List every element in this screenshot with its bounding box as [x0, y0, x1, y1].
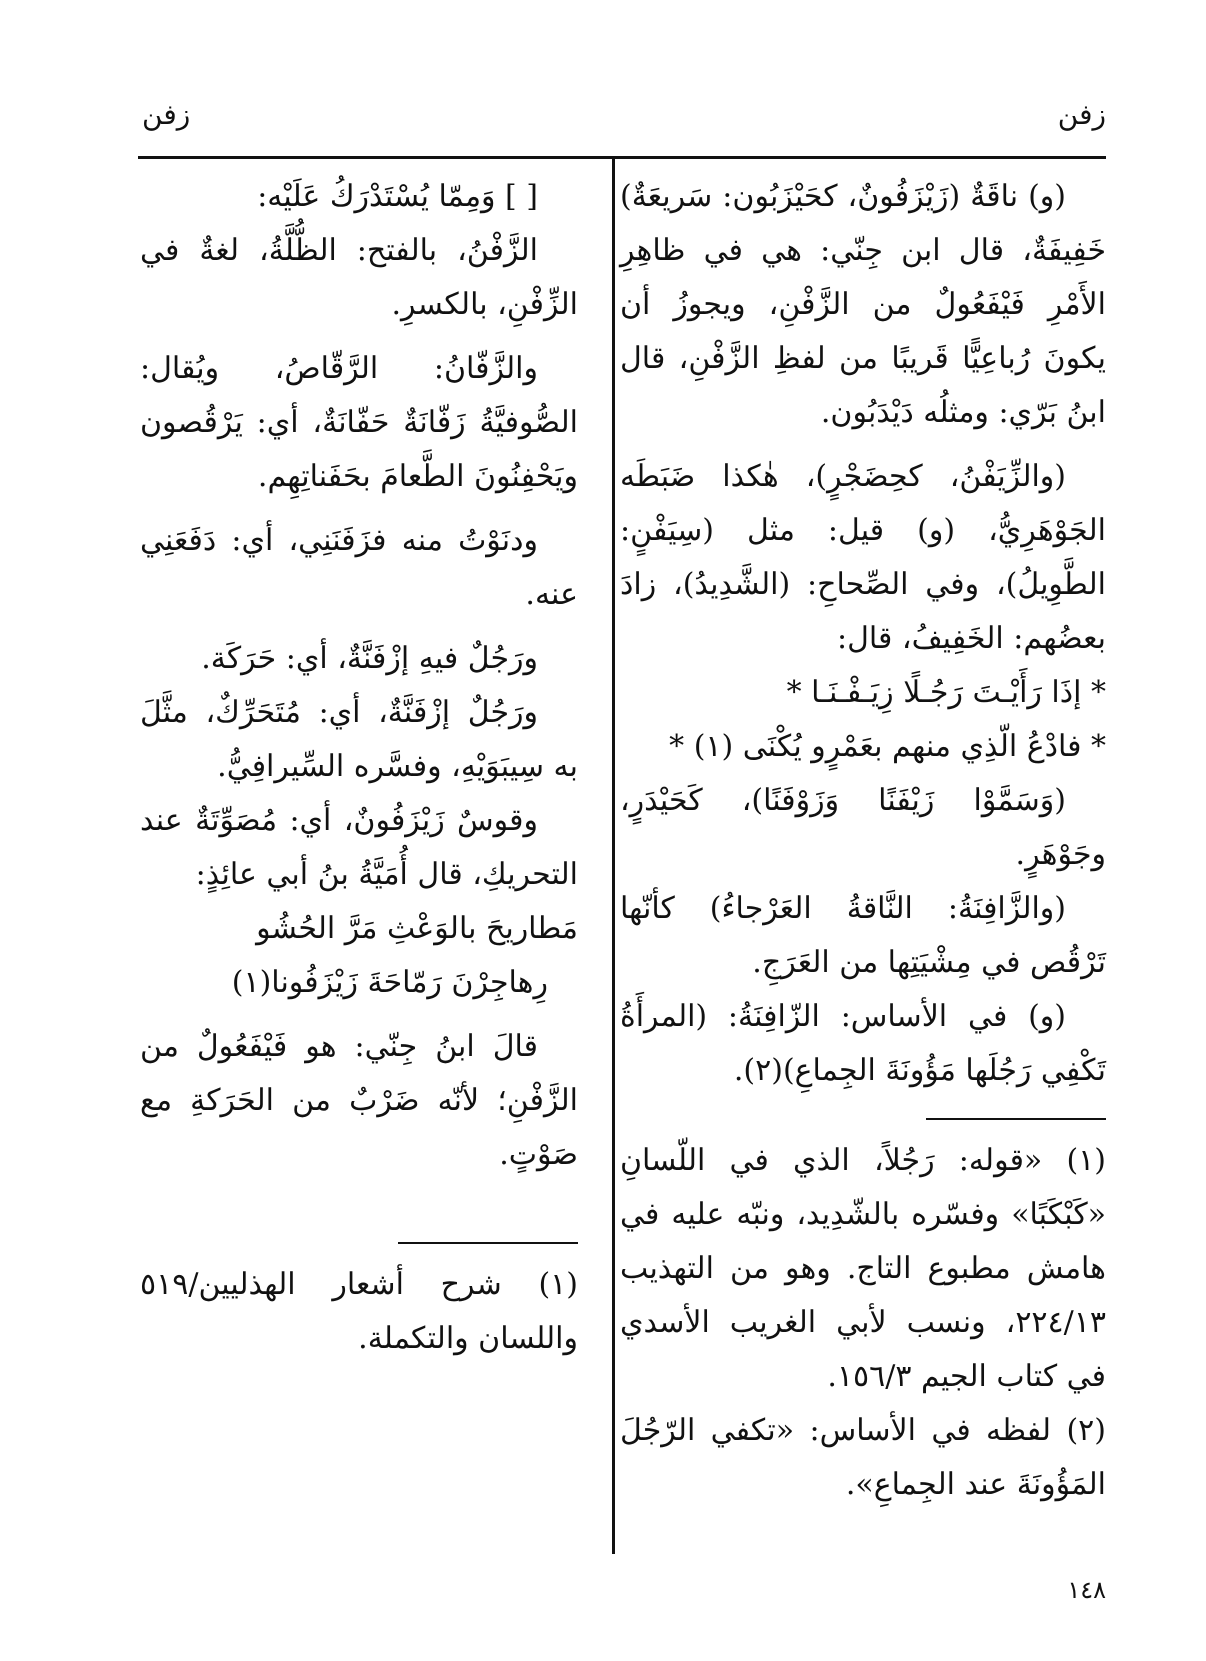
entry-paragraph: قالَ ابنُ جِنّي: هو فَيْفَعُولٌ من الزَّفْنِ؛ لأنّه ضَرْبٌ من الحَرَكةِ مع صَوْتٍ. [140, 1029, 578, 1172]
column-divider [612, 156, 615, 1554]
entry-paragraph: وقوسٌ زَيْزَفُونٌ، أي: مُصَوِّتَةٌ عند التحريكِ، قال أُمَيَّةُ بنُ أبي عائِذٍ: [140, 803, 578, 892]
entry-paragraph: ودنَوْتُ منه فزَفَنَنِي، أي: دَفَعَنِي عنه. [140, 523, 578, 612]
running-header-left: زفن [142, 98, 191, 131]
poem-line: * فادْعُ الّذِي منهم بعَمْرٍو يُكْنَى (١) * [669, 729, 1106, 764]
footnote: (١) شرح أشعار الهذليين/٥١٩ واللسان والتكملة. [140, 1267, 578, 1356]
footnote-rule [926, 1118, 1106, 1120]
entry-paragraph: ورَجُلٌ فيهِ إزْفَنَّةٌ، أي: حَرَكَة. [201, 641, 538, 676]
entry-paragraph: (و) في الأساس: الزّافِنَةُ: (المرأَةُ تَكْفِي رَجُلَها مَؤُونَةَ الجِماعِ)(٢). [620, 999, 1106, 1088]
poem-line: * إذَا رَأَيْـتَ رَجُـلًا زِيَـفْـنَـا * [786, 675, 1106, 710]
header-rule [138, 156, 1106, 159]
poem-line: رِهاجِرْنَ رَمّاحَةَ زَيْزَفُونا(١) [231, 965, 548, 1000]
entry-paragraph: (وَسَمَّوْا زَيْفَنًا وَزَوْفَنًا)، كَحَيْدَرٍ، وجَوْهَرٍ. [620, 783, 1106, 872]
entry-paragraph: والزَّفّانُ: الرَّقّاصُ، ويُقال: الصُّوفيَّةُ زَفّانَةٌ حَفّانَةٌ، أي: يَرْقُصون ويَحْفِنُونَ الطَّعامَ بحَفَناتِهِم. [140, 351, 578, 494]
footnote-rule [398, 1242, 578, 1244]
right-column [620, 170, 1106, 1512]
running-header-right: زفن [1057, 98, 1106, 131]
footnote: (٢) لفظه في الأساس: «تكفي الرّجُلَ المَؤُونَةَ عند الجِماعِ». [620, 1413, 1106, 1502]
footnote: (١) «قوله: رَجُلاً، الذي في اللّسانِ «كَبْكَبًا» وفسّره بالشّدِيد، ونبّه عليه في هامش مطبوع التاج. وهو من التهذيب ٢٢٤/١٣، ونسب لأبي الغريب الأسدي في كتاب الجيم ١٥٦/٣. [620, 1143, 1106, 1394]
entry-paragraph: ورَجُلٌ إزْفَنَّةٌ، أي: مُتَحَرِّكٌ، مثَّلَ به سِيبَوَيْهِ، وفسَّره السِّيرافِيُّ. [140, 695, 578, 784]
entry-paragraph: الزَّفْنُ، بالفتح: الظُّلَّةُ، لغةٌ في الزِّفْنِ، بالكسرِ. [140, 233, 578, 322]
poem-line: مَطاريحَ بالوَعْثِ مَرَّ الحُشُو [256, 911, 578, 946]
poem-block [620, 666, 1106, 774]
section-intro: [ ] وَمِمّا يُسْتَدْرَكُ عَلَيْه: [257, 179, 538, 214]
page-number: ١٤٨ [1067, 1576, 1106, 1604]
entry-paragraph: (والزِّيَفْنُ، كحِضَجْرٍ)، هٰكذا ضَبَطَه الجَوْهَرِيُّ، (و) قيل: مثل (سِيَفْنٍ: الطَّوِيلُ)، وفي الصِّحاحِ: (الشَّدِيدُ)، زادَ بعضُهم: الخَفِيفُ، قال: [620, 459, 1106, 656]
left-column [140, 170, 578, 1366]
entry-paragraph: (والزَّافِنَةُ: النَّاقةُ العَرْجاءُ) كأنّها تَرْقُص في مِشْيَتِها من العَرَجِ. [620, 891, 1106, 980]
entry-paragraph: (و) ناقَةٌ (زَيْزَفُونٌ، كحَيْزَبُون: سَريعَةٌ) خَفِيفَةٌ، قال ابن جِنّي: هي في ظاهِرِ الأَمْرِ فَيْفَعُولٌ من الزَّفْنِ، ويجوزُ أن يكونَ رُباعِيًّا قَريبًا من لفظِ الزَّفْنِ، قال ابنُ بَرّي: ومثلُه دَيْدَبُون. [620, 179, 1106, 430]
poem-block [140, 902, 578, 1010]
